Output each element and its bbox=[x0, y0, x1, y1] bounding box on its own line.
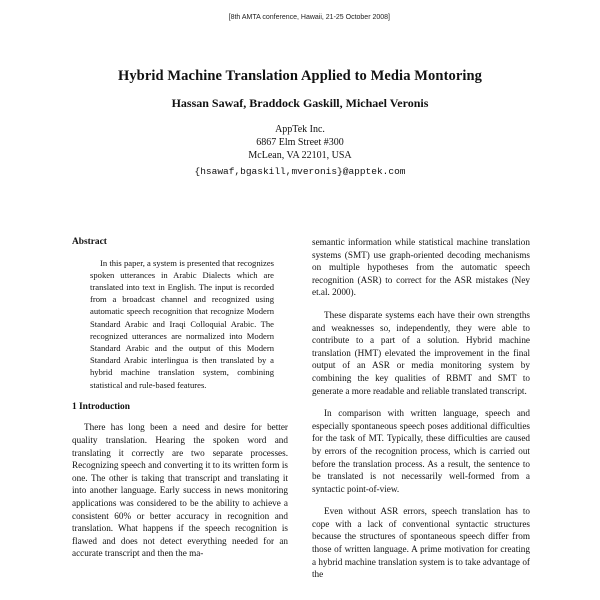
affiliation-org: AppTek Inc. bbox=[275, 124, 325, 135]
paper-title: Hybrid Machine Translation Applied to Media Montoring bbox=[117, 68, 483, 84]
left-column bbox=[72, 236, 288, 570]
paper-authors: Hassan Sawaf, Braddock Gaskill, Michael Veronis bbox=[171, 96, 429, 110]
abstract-body bbox=[72, 257, 288, 391]
abstract-heading: Abstract bbox=[72, 237, 107, 247]
right-paragraph-4: Even without ASR errors, speech translation has to cope with a lack of conventional syntactic structures because the structures of spontaneous speech differ from those of written language. A prime motivation for creating a hybrid machine translation system is to take advantage of the bbox=[312, 506, 530, 580]
affiliation-city: McLean, VA 22101, USA bbox=[248, 150, 352, 161]
right-paragraph-2: These disparate systems each have their own strengths and weaknesses so, independently, they were able to contribute to a part of a solution. Hybrid machine translation (HMT) elevated the improvement in the final output of an ASR or media monitoring system by combining the key qualities of RBMT and SMT to generate a more readable and reliable translated transcript. bbox=[312, 309, 530, 396]
affiliation-street: 6867 Elm Street #300 bbox=[256, 137, 344, 148]
right-paragraph-continued: semantic information while statistical machine translation systems (SMT) use graph-oriented decoding mechanisms on multiple hypotheses from the automatic speech recognition (ASR) to correct for the ASR mistakes (Ney et.al. 2000). bbox=[312, 237, 530, 298]
conference-header: [8th AMTA conference, Hawaii, 21-25 October 2008] bbox=[228, 14, 390, 21]
right-paragraph-3: In comparison with written language, speech and especially spontaneous speech poses additional difficulties for the task of MT. Typically, these difficulties are caused by errors of the recognition process, which is carried out before the translation process. As a result, the sentence to be translated is not necessarily well-formed from a syntactic point-of-view. bbox=[312, 408, 530, 494]
affiliation bbox=[0, 123, 600, 162]
intro-paragraph-1: There has long been a need and desire for better quality translation. Hearing the spoken word and translating it correctly are two separate processes. Recognizing speech and converting it to its written form is one. The other is taking that transcript and translating it into another language. Early success in news monitoring applications was considered to be the ability to achieve a consistent 60% or better accuracy in recognition and translation. What happens if the speech recognition is flawed and does not detect everything needed for an accurate transcript and then the ma- bbox=[72, 422, 288, 559]
author-email: {hsawaf,bgaskill,mveronis}@apptek.com bbox=[194, 166, 406, 177]
abstract-text: In this paper, a system is presented that recognizes spoken utterances in Arabic Dialects which are translated into text in English. The input is recorded from a broadcast channel and recognized using automatic speech recognition that recognize Modern Standard Arabic and Iraqi Colloquial Arabic. The recognized utterances are normalized into Modern Standard Arabic and the output of this Modern Standard Arabic interlingua is then translated by a hybrid machine translation system, combining statistical and rule-based features. bbox=[90, 257, 274, 390]
introduction-heading: 1 Introduction bbox=[72, 401, 130, 412]
right-column bbox=[312, 236, 530, 591]
